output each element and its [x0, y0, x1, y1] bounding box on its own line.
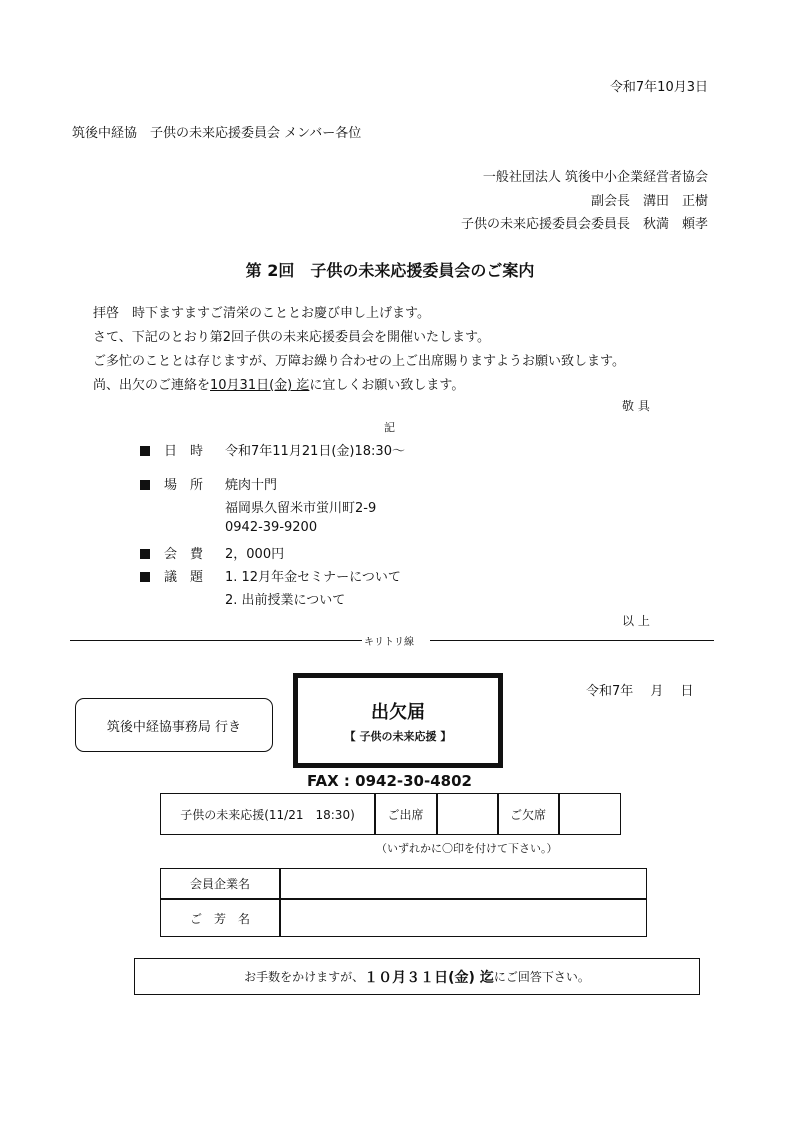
body-line-4-post: に宜しくお願い致します。 — [309, 378, 465, 393]
detail-datetime-label: 日 時 — [140, 440, 203, 459]
company-label: 会員企業名 — [189, 877, 250, 891]
detail-datetime-value: 令和7年11月21日(金)18:30〜 — [225, 444, 405, 459]
footer-deadline: １０月３１日(金) 迄 — [364, 969, 494, 986]
closing-keigu: 敬 具 — [622, 399, 650, 413]
sender-vice: 副会長 溝田 正樹 — [590, 194, 708, 209]
bullet-square-icon — [140, 549, 150, 559]
fax-number: FAX : 0942-30-4802 — [307, 772, 472, 790]
body-deadline: 10月31日(金) 迄 — [210, 378, 310, 393]
company-field[interactable] — [281, 868, 646, 899]
detail-place-address: 福岡県久留米市蛍川町2-9 — [225, 501, 377, 516]
cut-line-right — [430, 640, 714, 641]
detail-agenda-2: 2. 出前授業について — [225, 593, 346, 608]
detail-fee-label: 会 費 — [140, 543, 203, 562]
bullet-square-icon — [140, 446, 150, 456]
name-field[interactable] — [281, 900, 646, 937]
attend-label: ご出席 — [387, 807, 424, 822]
name-label: ご 芳 名 — [189, 912, 250, 926]
footer-post: にご回答下さい。 — [493, 970, 590, 984]
detail-place-phone: 0942-39-9200 — [225, 520, 318, 535]
form-title-box — [293, 673, 503, 768]
attendance-event: 子供の未来応援(11/21 18:30) — [180, 807, 355, 822]
detail-fee-value: 2，000円 — [225, 547, 285, 562]
reply-deadline-box — [134, 958, 700, 995]
detail-place-name: 焼肉十門 — [225, 478, 278, 493]
body-line-3: ご多忙のこととは存じますが、万障お繰り合わせの上ご出席賜りますようお願い致します。 — [93, 354, 625, 369]
detail-agenda-label: 議 題 — [140, 566, 203, 585]
sender-chair: 子供の未来応援委員会委員長 秋満 頼孝 — [460, 217, 708, 232]
cut-line-left — [70, 640, 362, 641]
absent-mark-cell[interactable] — [559, 793, 621, 835]
issue-date: 令和7年10月3日 — [609, 80, 708, 95]
form-date: 令和7年 月 日 — [586, 684, 694, 699]
bullet-square-icon — [140, 480, 150, 490]
detail-agenda-1: 1. 12月年金セミナーについて — [225, 570, 401, 585]
footer-pre: お手数をかけますが、 — [244, 970, 365, 984]
body-line-1: 拝啓 時下ますますご清栄のこととお慶び申し上げます。 — [93, 306, 430, 321]
attendance-note: （いずれかに〇印を付けて下さい。） — [376, 842, 558, 855]
bullet-square-icon — [140, 572, 150, 582]
cut-line-label: キリトリ線 — [364, 637, 414, 648]
body-line-4-pre: 尚、出欠のご連絡を — [93, 378, 211, 393]
detail-place-label: 場 所 — [140, 474, 203, 493]
form-recipient-box — [75, 698, 273, 752]
attend-mark-cell[interactable] — [437, 793, 497, 835]
form-title: 出欠届 — [371, 701, 425, 723]
body-line-4 — [93, 374, 464, 393]
ki-label: 記 — [384, 421, 395, 434]
document-title: 第 2回 子供の未来応援委員会のご案内 — [245, 261, 535, 280]
sender-org: 一般社団法人 筑後中小企業経営者協会 — [482, 170, 708, 185]
form-subtitle: 【 子供の未来応援 】 — [344, 729, 452, 743]
form-recipient: 筑後中経協事務局 行き — [106, 719, 242, 735]
closing-ijo: 以 上 — [622, 614, 650, 628]
absent-label: ご欠席 — [509, 807, 546, 822]
body-line-2: さて、下記のとおり第2回子供の未来応援委員会を開催いたします。 — [93, 330, 490, 345]
addressee: 筑後中経協 子供の未来応援委員会 メンバー各位 — [72, 126, 362, 141]
